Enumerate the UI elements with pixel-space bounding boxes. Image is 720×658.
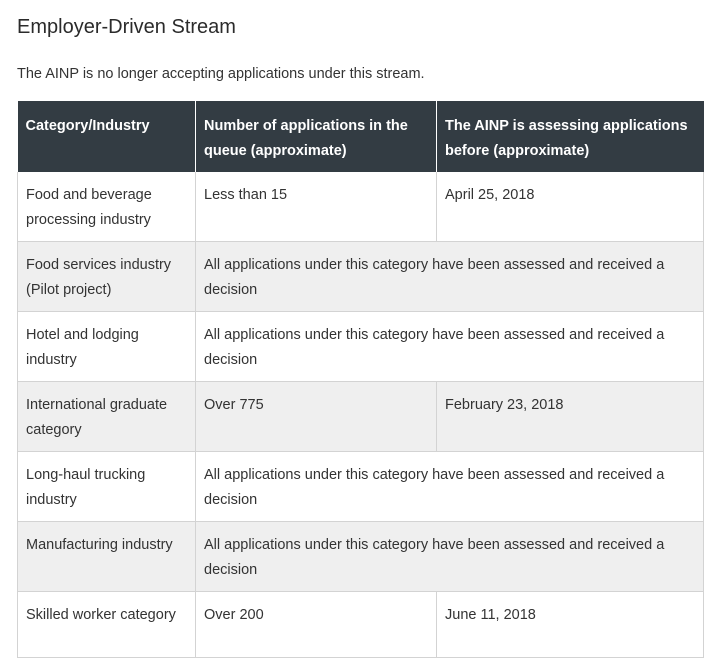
table-header-row: [18, 101, 704, 172]
cell-queue-count: Less than 15: [196, 172, 437, 242]
cell-assessing-date: April 25, 2018: [437, 172, 704, 242]
cell-category: Manufacturing industry: [18, 522, 196, 592]
cell-category: Food services industry (Pilot project): [18, 242, 196, 312]
cell-category: Food and beverage processing industry: [18, 172, 196, 242]
table-row: [18, 452, 704, 522]
header-assessing-date: The AINP is assessing applications before (approximate): [437, 101, 704, 172]
table-row: [18, 382, 704, 452]
table-row: [18, 592, 704, 658]
cell-decision-note: All applications under this category have been assessed and received a decision: [196, 242, 704, 312]
cell-category: Skilled worker category: [18, 592, 196, 658]
cell-decision-note: All applications under this category have been assessed and received a decision: [196, 312, 704, 382]
cell-category: International graduate category: [18, 382, 196, 452]
header-category: Category/Industry: [18, 101, 196, 172]
cell-decision-note: All applications under this category have been assessed and received a decision: [196, 452, 704, 522]
table-row: [18, 312, 704, 382]
table-row: [18, 242, 704, 312]
cell-assessing-date: June 11, 2018: [437, 592, 704, 658]
page-title: Employer-Driven Stream: [17, 16, 236, 38]
cell-queue-count: Over 200: [196, 592, 437, 658]
intro-text: The AINP is no longer accepting applications under this stream.: [17, 66, 425, 82]
cell-decision-note: All applications under this category have been assessed and received a decision: [196, 522, 704, 592]
cell-assessing-date: February 23, 2018: [437, 382, 704, 452]
table-row: [18, 522, 704, 592]
cell-category: Hotel and lodging industry: [18, 312, 196, 382]
header-queue-count: Number of applications in the queue (approximate): [196, 101, 437, 172]
application-queue-table: [17, 101, 704, 658]
cell-category: Long-haul trucking industry: [18, 452, 196, 522]
cell-queue-count: Over 775: [196, 382, 437, 452]
table-row: [18, 172, 704, 242]
